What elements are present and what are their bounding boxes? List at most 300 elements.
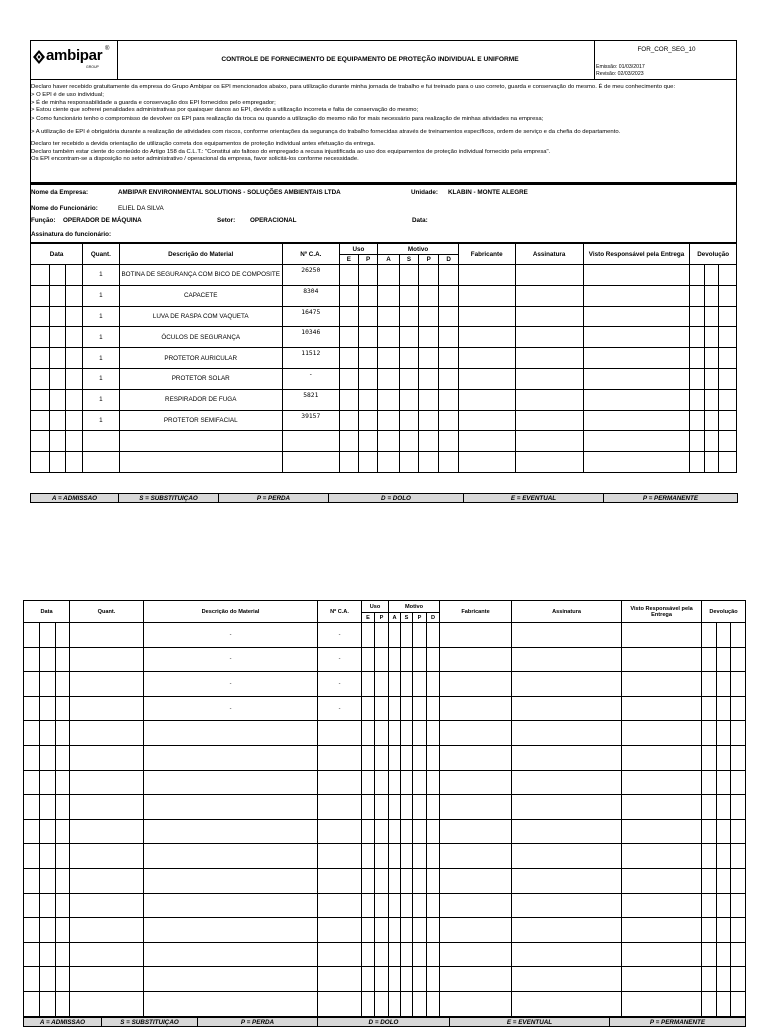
motivo-s-cell[interactable] [401,721,413,746]
motivo-p-cell[interactable] [413,745,427,770]
date-cell[interactable] [24,647,40,672]
visto-cell[interactable] [622,623,702,648]
motivo-d-cell[interactable] [439,431,458,452]
motivo-p-cell[interactable] [413,647,427,672]
date-cell[interactable] [66,265,83,286]
motivo-p-cell[interactable] [413,623,427,648]
visto-cell[interactable] [622,893,702,918]
motivo-a-cell[interactable] [378,285,400,306]
motivo-d-cell[interactable] [439,306,458,327]
visto-cell[interactable] [622,770,702,795]
date-cell[interactable] [24,844,40,869]
motivo-d-cell[interactable] [439,452,458,473]
uso-e-cell[interactable] [362,795,375,820]
uso-e-cell[interactable] [362,991,375,1016]
fabricante-cell[interactable] [440,623,512,648]
motivo-a-cell[interactable] [389,967,401,992]
motivo-a-cell[interactable] [389,795,401,820]
motivo-a-cell[interactable] [378,431,400,452]
fabricante-cell[interactable] [440,696,512,721]
uso-p-cell[interactable] [358,410,377,431]
devolucao-cell[interactable] [690,431,705,452]
date-cell[interactable] [40,893,56,918]
motivo-d-cell[interactable] [427,795,440,820]
date-cell[interactable] [66,368,83,389]
uso-e-cell[interactable] [362,868,375,893]
devolucao-cell[interactable] [731,893,746,918]
motivo-p-cell[interactable] [419,265,439,286]
devolucao-cell[interactable] [731,967,746,992]
visto-cell[interactable] [583,452,690,473]
assinatura-cell[interactable] [512,623,622,648]
uso-p-cell[interactable] [375,893,389,918]
motivo-s-cell[interactable] [401,819,413,844]
date-cell[interactable] [40,745,56,770]
devolucao-cell[interactable] [705,431,719,452]
devolucao-cell[interactable] [690,452,705,473]
motivo-s-cell[interactable] [401,893,413,918]
motivo-a-cell[interactable] [378,389,400,410]
devolucao-cell[interactable] [717,967,731,992]
devolucao-cell[interactable] [718,368,736,389]
date-cell[interactable] [31,410,50,431]
visto-cell[interactable] [583,265,690,286]
date-cell[interactable] [40,623,56,648]
motivo-p-cell[interactable] [419,306,439,327]
devolucao-cell[interactable] [717,819,731,844]
devolucao-cell[interactable] [690,327,705,348]
fabricante-cell[interactable] [440,647,512,672]
date-cell[interactable] [66,327,83,348]
motivo-p-cell[interactable] [419,452,439,473]
assinatura-cell[interactable] [515,265,583,286]
assinatura-cell[interactable] [512,991,622,1016]
date-cell[interactable] [56,721,70,746]
motivo-d-cell[interactable] [427,745,440,770]
assinatura-cell[interactable] [515,327,583,348]
date-cell[interactable] [40,868,56,893]
devolucao-cell[interactable] [731,647,746,672]
assinatura-cell[interactable] [512,942,622,967]
motivo-a-cell[interactable] [378,306,400,327]
motivo-p-cell[interactable] [413,942,427,967]
uso-p-cell[interactable] [375,672,389,697]
motivo-d-cell[interactable] [427,721,440,746]
visto-cell[interactable] [622,844,702,869]
assinatura-cell[interactable] [515,389,583,410]
devolucao-cell[interactable] [717,991,731,1016]
motivo-p-cell[interactable] [419,285,439,306]
motivo-p-cell[interactable] [419,410,439,431]
motivo-a-cell[interactable] [389,623,401,648]
fabricante-cell[interactable] [458,265,515,286]
devolucao-cell[interactable] [718,389,736,410]
uso-e-cell[interactable] [339,368,358,389]
motivo-p-cell[interactable] [413,844,427,869]
motivo-p-cell[interactable] [413,918,427,943]
devolucao-cell[interactable] [731,672,746,697]
fabricante-cell[interactable] [458,431,515,452]
visto-cell[interactable] [622,942,702,967]
motivo-p-cell[interactable] [419,368,439,389]
date-cell[interactable] [56,795,70,820]
motivo-s-cell[interactable] [401,745,413,770]
date-cell[interactable] [40,647,56,672]
fabricante-cell[interactable] [458,410,515,431]
motivo-a-cell[interactable] [389,868,401,893]
devolucao-cell[interactable] [731,942,746,967]
date-cell[interactable] [56,745,70,770]
devolucao-cell[interactable] [702,893,717,918]
uso-e-cell[interactable] [362,721,375,746]
uso-e-cell[interactable] [362,819,375,844]
motivo-p-cell[interactable] [413,868,427,893]
motivo-s-cell[interactable] [399,452,418,473]
date-cell[interactable] [24,721,40,746]
devolucao-cell[interactable] [731,770,746,795]
visto-cell[interactable] [583,306,690,327]
motivo-d-cell[interactable] [427,770,440,795]
uso-e-cell[interactable] [339,348,358,369]
visto-cell[interactable] [583,348,690,369]
uso-p-cell[interactable] [375,770,389,795]
date-cell[interactable] [56,991,70,1016]
assinatura-cell[interactable] [512,672,622,697]
uso-p-cell[interactable] [358,348,377,369]
date-cell[interactable] [40,795,56,820]
devolucao-cell[interactable] [717,918,731,943]
uso-p-cell[interactable] [358,285,377,306]
motivo-s-cell[interactable] [401,844,413,869]
uso-p-cell[interactable] [375,795,389,820]
motivo-s-cell[interactable] [401,623,413,648]
motivo-a-cell[interactable] [378,452,400,473]
date-cell[interactable] [56,647,70,672]
motivo-s-cell[interactable] [399,410,418,431]
uso-e-cell[interactable] [339,285,358,306]
date-cell[interactable] [56,770,70,795]
devolucao-cell[interactable] [731,623,746,648]
uso-p-cell[interactable] [375,721,389,746]
uso-e-cell[interactable] [362,844,375,869]
date-cell[interactable] [66,285,83,306]
devolucao-cell[interactable] [690,265,705,286]
date-cell[interactable] [24,795,40,820]
assinatura-cell[interactable] [515,306,583,327]
fabricante-cell[interactable] [440,672,512,697]
uso-e-cell[interactable] [362,745,375,770]
uso-e-cell[interactable] [339,265,358,286]
devolucao-cell[interactable] [718,431,736,452]
motivo-d-cell[interactable] [427,623,440,648]
motivo-p-cell[interactable] [419,348,439,369]
devolucao-cell[interactable] [718,285,736,306]
uso-p-cell[interactable] [375,844,389,869]
assinatura-cell[interactable] [512,844,622,869]
fabricante-cell[interactable] [440,844,512,869]
visto-cell[interactable] [622,672,702,697]
motivo-d-cell[interactable] [427,893,440,918]
motivo-d-cell[interactable] [439,285,458,306]
date-cell[interactable] [66,431,83,452]
assinatura-cell[interactable] [512,696,622,721]
devolucao-cell[interactable] [705,306,719,327]
devolucao-cell[interactable] [702,942,717,967]
visto-cell[interactable] [622,819,702,844]
motivo-p-cell[interactable] [413,967,427,992]
devolucao-cell[interactable] [702,991,717,1016]
motivo-d-cell[interactable] [427,942,440,967]
assinatura-cell[interactable] [515,285,583,306]
devolucao-cell[interactable] [702,795,717,820]
motivo-s-cell[interactable] [401,795,413,820]
devolucao-cell[interactable] [702,868,717,893]
date-cell[interactable] [56,696,70,721]
fabricante-cell[interactable] [458,389,515,410]
date-cell[interactable] [56,844,70,869]
uso-e-cell[interactable] [362,770,375,795]
uso-e-cell[interactable] [339,389,358,410]
date-cell[interactable] [66,348,83,369]
devolucao-cell[interactable] [702,721,717,746]
uso-e-cell[interactable] [362,623,375,648]
date-cell[interactable] [50,410,66,431]
devolucao-cell[interactable] [702,672,717,697]
devolucao-cell[interactable] [690,285,705,306]
motivo-d-cell[interactable] [427,967,440,992]
motivo-s-cell[interactable] [401,967,413,992]
date-cell[interactable] [31,327,50,348]
uso-p-cell[interactable] [375,967,389,992]
motivo-p-cell[interactable] [413,991,427,1016]
uso-e-cell[interactable] [339,410,358,431]
uso-e-cell[interactable] [339,452,358,473]
uso-e-cell[interactable] [339,431,358,452]
date-cell[interactable] [31,431,50,452]
motivo-d-cell[interactable] [427,647,440,672]
motivo-d-cell[interactable] [427,819,440,844]
devolucao-cell[interactable] [702,819,717,844]
date-cell[interactable] [66,306,83,327]
motivo-a-cell[interactable] [389,745,401,770]
visto-cell[interactable] [622,745,702,770]
devolucao-cell[interactable] [702,696,717,721]
date-cell[interactable] [56,893,70,918]
assinatura-cell[interactable] [515,348,583,369]
visto-cell[interactable] [622,647,702,672]
devolucao-cell[interactable] [705,327,719,348]
uso-e-cell[interactable] [362,672,375,697]
motivo-d-cell[interactable] [439,389,458,410]
devolucao-cell[interactable] [690,410,705,431]
motivo-d-cell[interactable] [427,844,440,869]
motivo-p-cell[interactable] [413,672,427,697]
date-cell[interactable] [31,285,50,306]
uso-p-cell[interactable] [375,819,389,844]
visto-cell[interactable] [583,368,690,389]
motivo-s-cell[interactable] [401,672,413,697]
devolucao-cell[interactable] [717,647,731,672]
motivo-a-cell[interactable] [389,721,401,746]
devolucao-cell[interactable] [705,452,719,473]
motivo-a-cell[interactable] [389,819,401,844]
motivo-s-cell[interactable] [399,285,418,306]
visto-cell[interactable] [622,868,702,893]
motivo-s-cell[interactable] [401,942,413,967]
motivo-p-cell[interactable] [413,795,427,820]
devolucao-cell[interactable] [717,696,731,721]
date-cell[interactable] [56,918,70,943]
assinatura-cell[interactable] [515,452,583,473]
motivo-p-cell[interactable] [419,327,439,348]
visto-cell[interactable] [583,389,690,410]
date-cell[interactable] [40,844,56,869]
motivo-s-cell[interactable] [401,918,413,943]
fabricante-cell[interactable] [458,327,515,348]
motivo-d-cell[interactable] [427,918,440,943]
motivo-p-cell[interactable] [419,389,439,410]
visto-cell[interactable] [622,696,702,721]
date-cell[interactable] [40,967,56,992]
uso-p-cell[interactable] [375,745,389,770]
devolucao-cell[interactable] [702,745,717,770]
devolucao-cell[interactable] [702,918,717,943]
assinatura-cell[interactable] [512,770,622,795]
uso-p-cell[interactable] [375,623,389,648]
uso-e-cell[interactable] [339,327,358,348]
date-cell[interactable] [56,672,70,697]
uso-p-cell[interactable] [358,306,377,327]
devolucao-cell[interactable] [718,306,736,327]
motivo-d-cell[interactable] [427,868,440,893]
uso-e-cell[interactable] [362,647,375,672]
assinatura-cell[interactable] [515,368,583,389]
fabricante-cell[interactable] [458,368,515,389]
motivo-p-cell[interactable] [413,893,427,918]
uso-p-cell[interactable] [358,327,377,348]
devolucao-cell[interactable] [717,770,731,795]
date-cell[interactable] [24,819,40,844]
date-cell[interactable] [31,368,50,389]
fabricante-cell[interactable] [458,452,515,473]
motivo-a-cell[interactable] [389,991,401,1016]
devolucao-cell[interactable] [731,795,746,820]
date-cell[interactable] [50,368,66,389]
assinatura-cell[interactable] [512,918,622,943]
devolucao-cell[interactable] [690,368,705,389]
date-cell[interactable] [40,770,56,795]
motivo-s-cell[interactable] [401,991,413,1016]
date-cell[interactable] [24,967,40,992]
devolucao-cell[interactable] [731,844,746,869]
devolucao-cell[interactable] [702,647,717,672]
date-cell[interactable] [50,389,66,410]
devolucao-cell[interactable] [731,991,746,1016]
date-cell[interactable] [50,306,66,327]
date-cell[interactable] [24,991,40,1016]
date-cell[interactable] [24,770,40,795]
date-cell[interactable] [66,389,83,410]
date-cell[interactable] [56,819,70,844]
devolucao-cell[interactable] [718,452,736,473]
devolucao-cell[interactable] [731,745,746,770]
visto-cell[interactable] [583,327,690,348]
date-cell[interactable] [24,696,40,721]
visto-cell[interactable] [622,967,702,992]
motivo-s-cell[interactable] [399,431,418,452]
date-cell[interactable] [31,306,50,327]
date-cell[interactable] [31,265,50,286]
motivo-d-cell[interactable] [439,368,458,389]
devolucao-cell[interactable] [717,844,731,869]
motivo-d-cell[interactable] [439,327,458,348]
motivo-p-cell[interactable] [419,431,439,452]
date-cell[interactable] [56,868,70,893]
uso-e-cell[interactable] [362,918,375,943]
assinatura-cell[interactable] [512,745,622,770]
motivo-a-cell[interactable] [378,265,400,286]
motivo-s-cell[interactable] [399,368,418,389]
fabricante-cell[interactable] [440,991,512,1016]
devolucao-cell[interactable] [718,348,736,369]
fabricante-cell[interactable] [440,819,512,844]
date-cell[interactable] [40,721,56,746]
date-cell[interactable] [31,389,50,410]
devolucao-cell[interactable] [731,696,746,721]
visto-cell[interactable] [583,285,690,306]
motivo-p-cell[interactable] [413,770,427,795]
date-cell[interactable] [24,918,40,943]
devolucao-cell[interactable] [731,868,746,893]
devolucao-cell[interactable] [718,410,736,431]
motivo-p-cell[interactable] [413,819,427,844]
visto-cell[interactable] [622,795,702,820]
fabricante-cell[interactable] [458,348,515,369]
motivo-a-cell[interactable] [389,696,401,721]
devolucao-cell[interactable] [717,623,731,648]
motivo-s-cell[interactable] [401,647,413,672]
motivo-s-cell[interactable] [401,770,413,795]
devolucao-cell[interactable] [690,348,705,369]
motivo-s-cell[interactable] [399,265,418,286]
motivo-s-cell[interactable] [401,696,413,721]
assinatura-cell[interactable] [512,819,622,844]
motivo-a-cell[interactable] [389,672,401,697]
uso-p-cell[interactable] [375,991,389,1016]
devolucao-cell[interactable] [731,819,746,844]
date-cell[interactable] [24,942,40,967]
devolucao-cell[interactable] [718,265,736,286]
motivo-a-cell[interactable] [378,368,400,389]
date-cell[interactable] [50,452,66,473]
fabricante-cell[interactable] [440,918,512,943]
uso-p-cell[interactable] [375,696,389,721]
motivo-s-cell[interactable] [399,327,418,348]
uso-p-cell[interactable] [358,431,377,452]
devolucao-cell[interactable] [717,893,731,918]
uso-p-cell[interactable] [375,918,389,943]
visto-cell[interactable] [583,410,690,431]
uso-p-cell[interactable] [375,647,389,672]
date-cell[interactable] [24,672,40,697]
devolucao-cell[interactable] [690,306,705,327]
motivo-d-cell[interactable] [427,991,440,1016]
fabricante-cell[interactable] [440,795,512,820]
assinatura-cell[interactable] [515,431,583,452]
assinatura-cell[interactable] [515,410,583,431]
fabricante-cell[interactable] [440,868,512,893]
date-cell[interactable] [50,348,66,369]
